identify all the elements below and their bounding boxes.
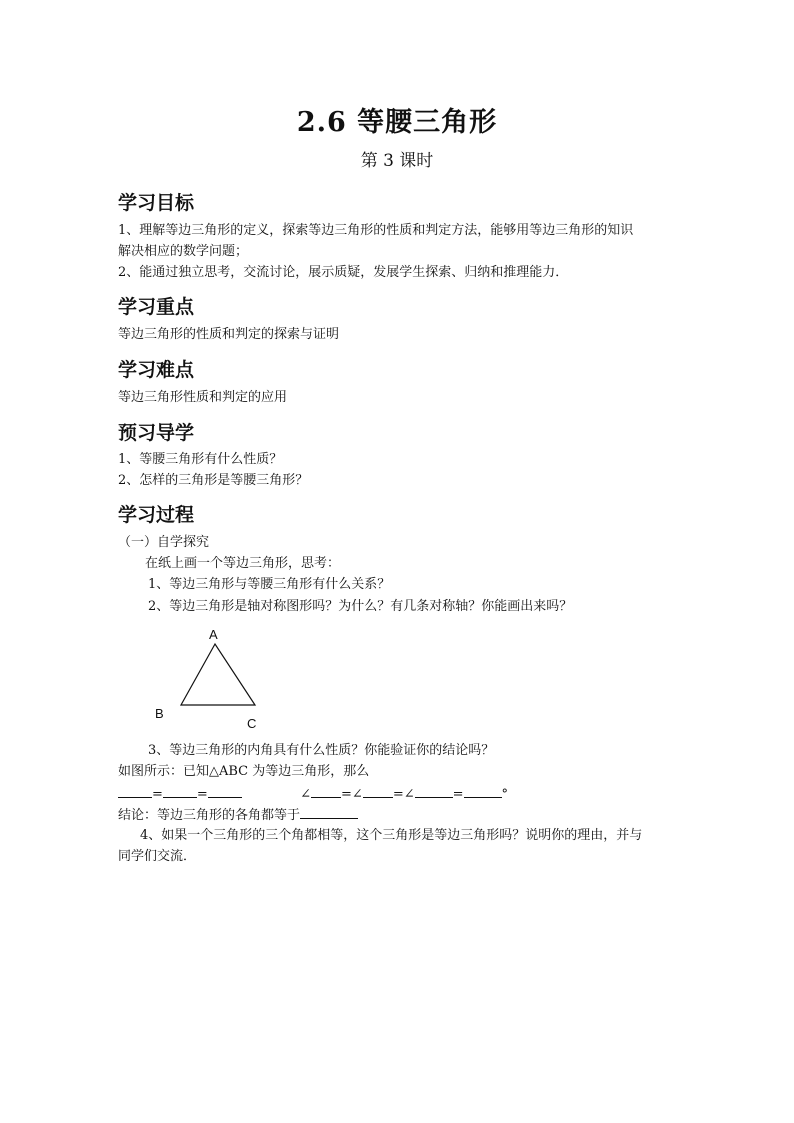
difficulty-line-1: 等边三角形性质和判定的应用 <box>118 390 288 405</box>
goals-line-3: 2、能通过独立思考，交流讨论，展示质疑，发展学生探索、归纳和推理能力． <box>118 265 569 280</box>
goals-line-2: 解决相应的数学问题； <box>118 244 249 259</box>
angle-symbol: ∠ <box>351 787 363 802</box>
preview-line-1: 1、等腰三角形有什么性质？ <box>118 452 283 467</box>
equals-sign: = <box>152 787 163 802</box>
equals-sign: = <box>341 787 352 802</box>
vertex-label-a: A <box>209 627 218 642</box>
triangle-abc <box>181 644 255 705</box>
process-question-4-line-1: 4、如果一个三角形的三个角都相等，这个三角形是等边三角形吗？说明你的理由，并与 <box>140 828 643 843</box>
vertex-label-b: B <box>155 706 164 721</box>
equilateral-triangle-figure <box>150 622 280 732</box>
vertex-label-c: C <box>247 716 257 731</box>
key-line-1: 等边三角形的性质和判定的探索与证明 <box>118 327 340 342</box>
goals-line-1: 1、理解等边三角形的定义，探索等边三角形的性质和判定方法，能够用等边三角形的知识 <box>118 223 634 238</box>
conclusion-line <box>118 804 358 826</box>
blank-side-2[interactable] <box>163 783 197 798</box>
section-heading-goals: 学习目标 <box>118 192 195 214</box>
blank-angle-3[interactable] <box>415 783 453 798</box>
process-part1-title: （一）自学探究 <box>118 535 210 550</box>
section-heading-process: 学习过程 <box>118 504 195 526</box>
process-question-2: 2、等边三角形是轴对称图形吗？为什么？有几条对称轴？你能画出来吗？ <box>148 599 573 614</box>
degree-symbol: ° <box>501 787 509 802</box>
conclusion-text: 结论：等边三角形的各角都等于 <box>118 808 301 823</box>
equals-sign: = <box>392 787 404 802</box>
preview-line-2: 2、怎样的三角形是等腰三角形？ <box>118 473 309 488</box>
section-heading-difficulty: 学习难点 <box>118 359 195 381</box>
angle-symbol: ∠ <box>403 787 415 802</box>
section-heading-preview: 预习导学 <box>118 422 195 444</box>
process-question-3: 3、等边三角形的内角具有什么性质？你能验证你的结论吗？ <box>148 743 495 758</box>
process-question-4-line-2: 同学们交流． <box>118 849 197 864</box>
blank-conclusion[interactable] <box>300 804 358 819</box>
blank-angle-value[interactable] <box>464 783 502 798</box>
angle-symbol: ∠ <box>300 787 311 802</box>
section-heading-key: 学习重点 <box>118 296 195 318</box>
blank-angle-1[interactable] <box>311 783 341 798</box>
blank-angle-2[interactable] <box>363 783 393 798</box>
equals-sign: = <box>452 787 464 802</box>
equals-sign: = <box>196 787 208 802</box>
page-title: 2.6 等腰三角形 <box>296 107 498 138</box>
blank-side-1[interactable] <box>118 783 152 798</box>
blank-side-3[interactable] <box>208 783 242 798</box>
process-question-1: 1、等边三角形与等腰三角形有什么关系？ <box>148 577 391 592</box>
process-intro: 在纸上画一个等边三角形，思考： <box>145 556 341 571</box>
fill-in-row <box>118 783 508 805</box>
page-subtitle: 第 3 课时 <box>360 151 434 171</box>
given-statement: 如图所示：已知△ABC 为等边三角形，那么 <box>118 764 370 779</box>
